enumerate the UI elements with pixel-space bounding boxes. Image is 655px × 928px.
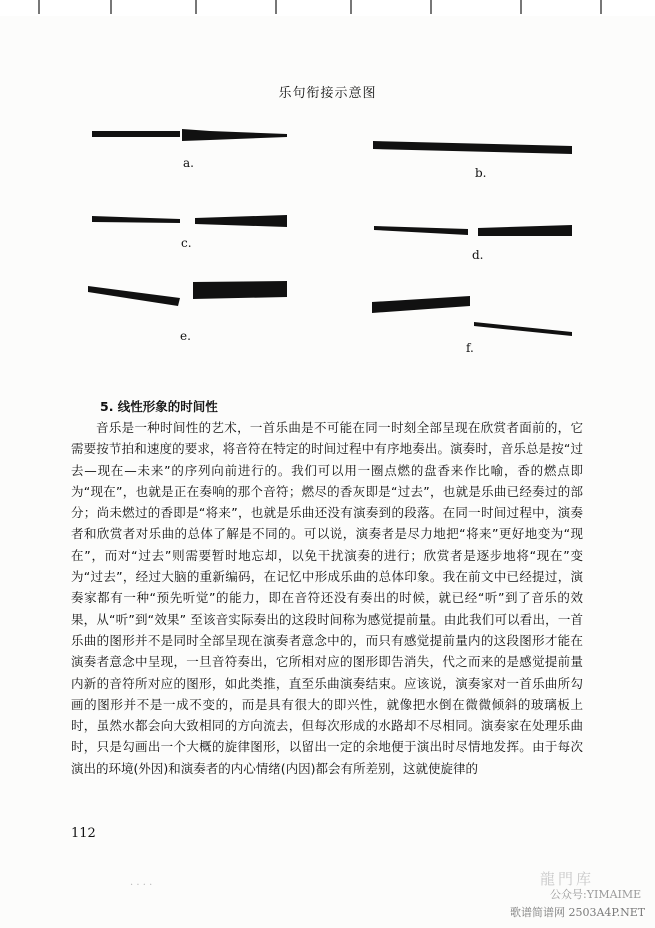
body-paragraph: 音乐是一种时间性的艺术，一首乐曲是不可能在同一时刻全部呈现在欣赏者面前的，它需要按节拍和速度的要求，将音符在特定的时间过程中有序地奏出。演奏时，音乐总是按“过去—现在—未来”的序列向前进行的。我们可以用一圈点燃的盘香来作比喻，香的燃点即为“现在”，也就是正在奏响的那个音符；燃尽的香灰即是“过去”，也就是乐曲已经奏过的部分；尚未燃过的香即是“将来”，也就是乐曲还没有演奏到的段落。在同一时间过程中，演奏者和欣赏者对乐曲的总体了解是不同的。可以说，演奏者是尽力地把“将来”更好地变为“现在”，而对“过去”则需要暂时地忘却，以免干扰演奏的进行；欣赏者是逐步地将“现在”变为“过去”，经过大脑的重新编码，在记忆中形成乐曲的总体印象。我在前文中已经提过，演奏家都有一种“预先听觉”的能力，即在音符还没有奏出的时候，就已经“听”到了音乐的效果，从“听”到“效果” 至该音实际奏出的这段时间称为感觉提前量。由此我们可以看出，一首乐曲的图形并不是同时全部呈现在演奏者意念中的，而只有感觉提前量内的这段图形才能在演奏者意念中呈现，一旦音符奏出，它所相对应的图形即告消失，代之而来的是感觉提前量内新的音符所对应的图形，如此类推，直至乐曲演奏结束。应该说，演奏家对一首乐曲所勾画的图形并不是一成不变的，而是具有很大的即兴性，就像把水倒在微微倾斜的玻璃板上时，虽然水都会向大致相同的方向流去，但每次形成的水路却不尽相同。演奏家在处理乐曲时，只是勾画出一个大概的旋律图形，以留出一定的余地便于演出时尽情地发挥。由于每次演出的环境(外因)和演奏者的内心情绪(内因)都会有所差别，这就使旋律的 xyxy=(71,420,583,776)
phrase-e-second xyxy=(193,281,287,299)
phrase-c-first xyxy=(92,216,180,223)
watermark-logo: 龍門库 xyxy=(540,870,595,888)
label-c: c. xyxy=(181,236,192,250)
label-f: f. xyxy=(466,341,474,355)
phrase-a-first xyxy=(92,131,180,137)
phrase-e-first xyxy=(88,286,180,306)
phrase-f-first xyxy=(372,296,470,313)
phrase-c-second xyxy=(195,215,287,227)
watermark-account: 公众号:YIMAIME xyxy=(550,888,642,901)
phrase-d-first xyxy=(374,226,468,235)
label-b: b. xyxy=(475,166,487,180)
phrase-b-line xyxy=(373,141,572,154)
label-d: d. xyxy=(472,248,484,262)
phrase-connection-diagram xyxy=(0,0,655,400)
phrase-a-second xyxy=(182,129,287,141)
phrase-d-second xyxy=(478,225,572,236)
phrase-f-second xyxy=(474,322,572,336)
figure-title: 乐句衔接示意图 xyxy=(278,86,377,101)
label-e: e. xyxy=(180,329,191,343)
label-a: a. xyxy=(183,156,194,170)
watermark-footer: 歌谱简谱网 2503A4P.NET xyxy=(510,906,646,919)
section-heading: 5. 线性形象的时间性 xyxy=(100,399,218,414)
page-number: 112 xyxy=(71,826,96,841)
scan-noise: · · · · xyxy=(130,880,153,891)
